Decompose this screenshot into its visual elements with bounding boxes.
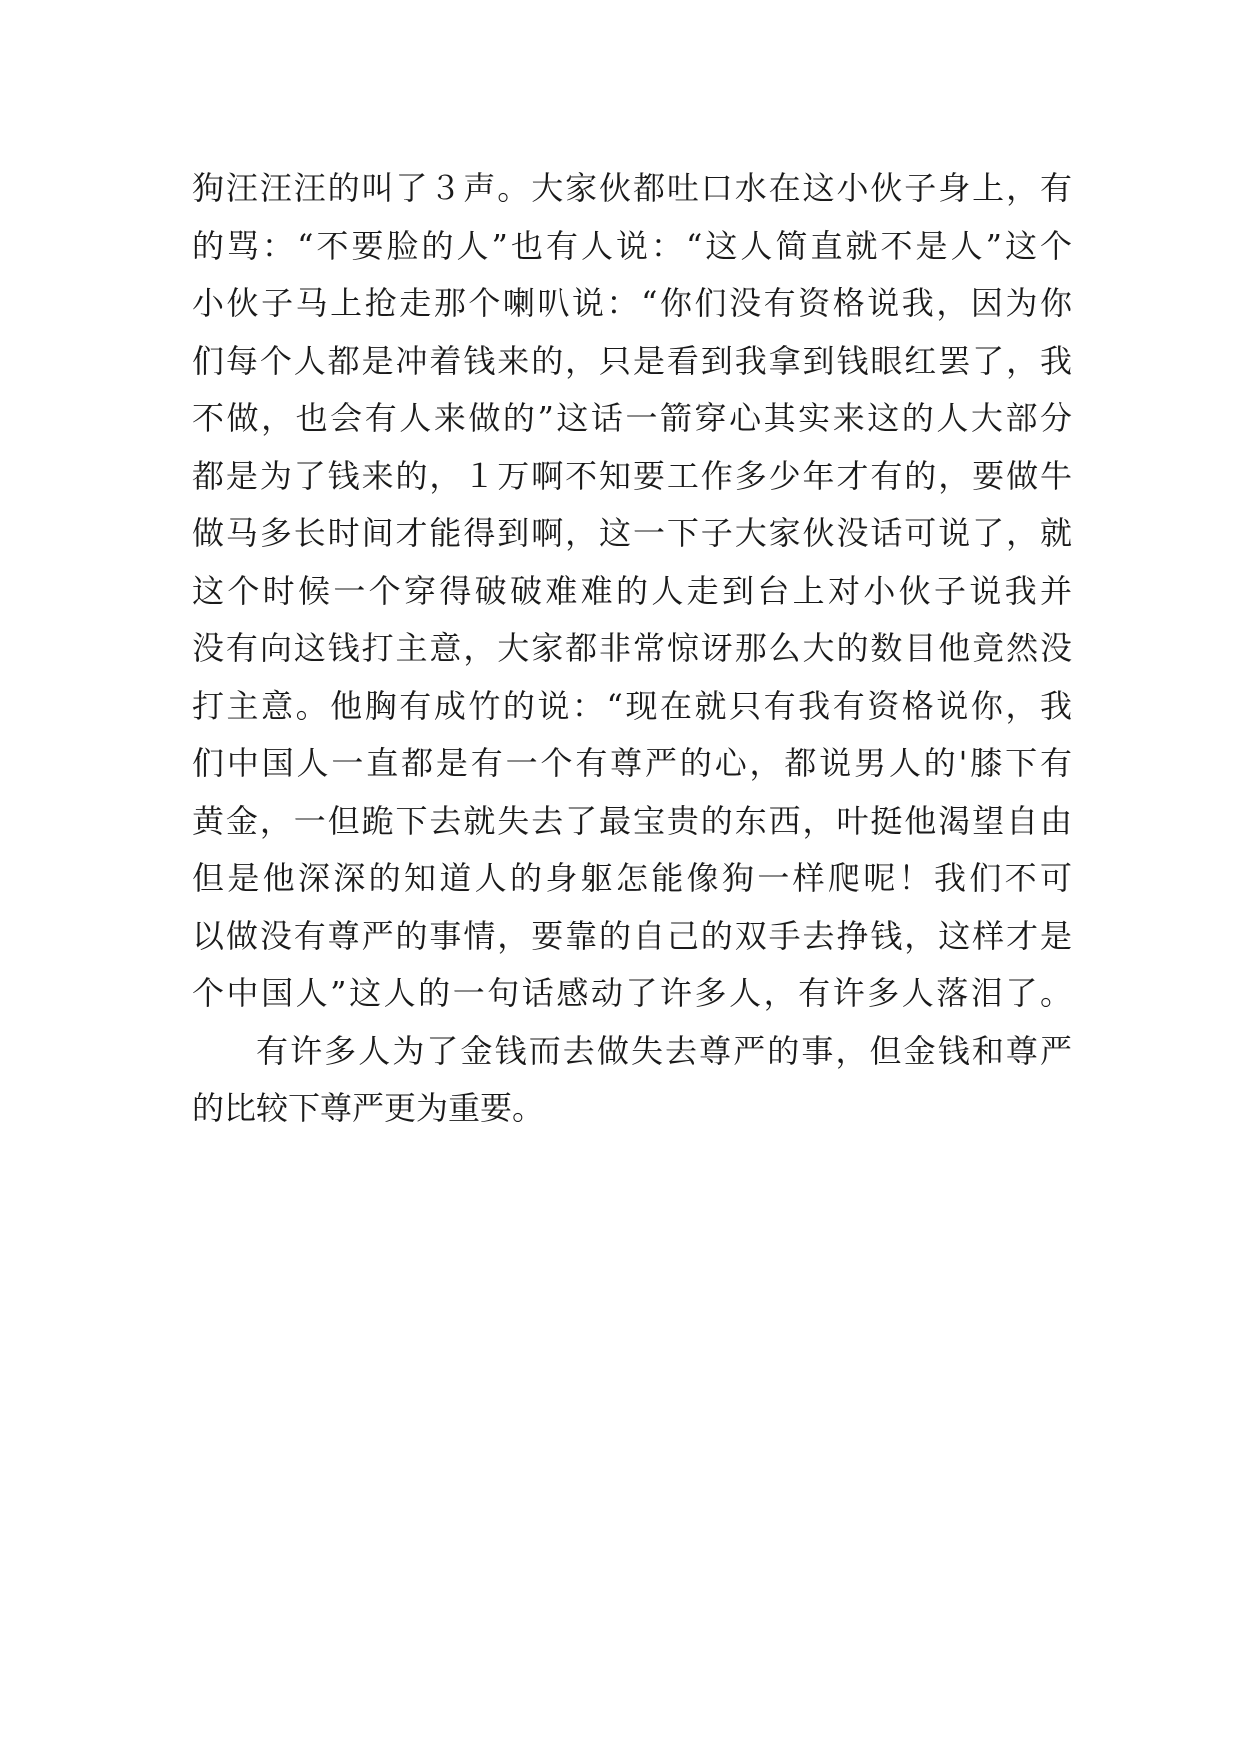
text-line: 狗汪汪汪的叫了３声。大家伙都吐口水在这小伙子身上，有 [192, 169, 1072, 207]
text-line: 小伙子马上抢走那个喇叭说：“你们没有资格说我，因为你 [192, 284, 1072, 322]
text-line: 的比较下尊严更为重要。 [192, 1089, 545, 1127]
paragraph-1 [192, 160, 1072, 1023]
paragraph-2 [192, 1023, 1072, 1138]
body-text [192, 160, 1072, 1138]
text-line: 们中国人一直都是有一个有尊严的心，都说男人的'膝下有 [192, 744, 1072, 782]
text-line: 有许多人为了金钱而去做失去尊严的事，但金钱和尊严 [256, 1031, 1072, 1070]
text-line: 打主意。他胸有成竹的说：“现在就只有我有资格说你，我 [192, 686, 1072, 725]
text-line: 但是他深深的知道人的身躯怎能像狗一样爬呢！我们不可 [192, 859, 1072, 897]
text-line: 们每个人都是冲着钱来的，只是看到我拿到钱眼红罢了，我 [192, 341, 1072, 380]
text-line: 个中国人”这人的一句话感动了许多人，有许多人落泪了。 [192, 974, 1072, 1012]
text-line: 都是为了钱来的，１万啊不知要工作多少年才有的，要做牛 [192, 456, 1072, 495]
text-line: 做马多长时间才能得到啊，这一下子大家伙没话可说了，就 [192, 514, 1072, 552]
text-line: 没有向这钱打主意，大家都非常惊讶那么大的数目他竟然没 [192, 629, 1072, 667]
text-line: 以做没有尊严的事情，要靠的自己的双手去挣钱，这样才是 [192, 916, 1072, 955]
text-line: 这个时候一个穿得破破难难的人走到台上对小伙子说我并 [192, 571, 1072, 610]
text-line: 黄金，一但跪下去就失去了最宝贵的东西，叶挺他渴望自由 [192, 801, 1072, 840]
text-line: 不做，也会有人来做的”这话一箭穿心其实来这的人大部分 [192, 399, 1072, 437]
text-line: 的骂：“不要脸的人”也有人说：“这人简直就不是人”这个 [192, 226, 1072, 265]
